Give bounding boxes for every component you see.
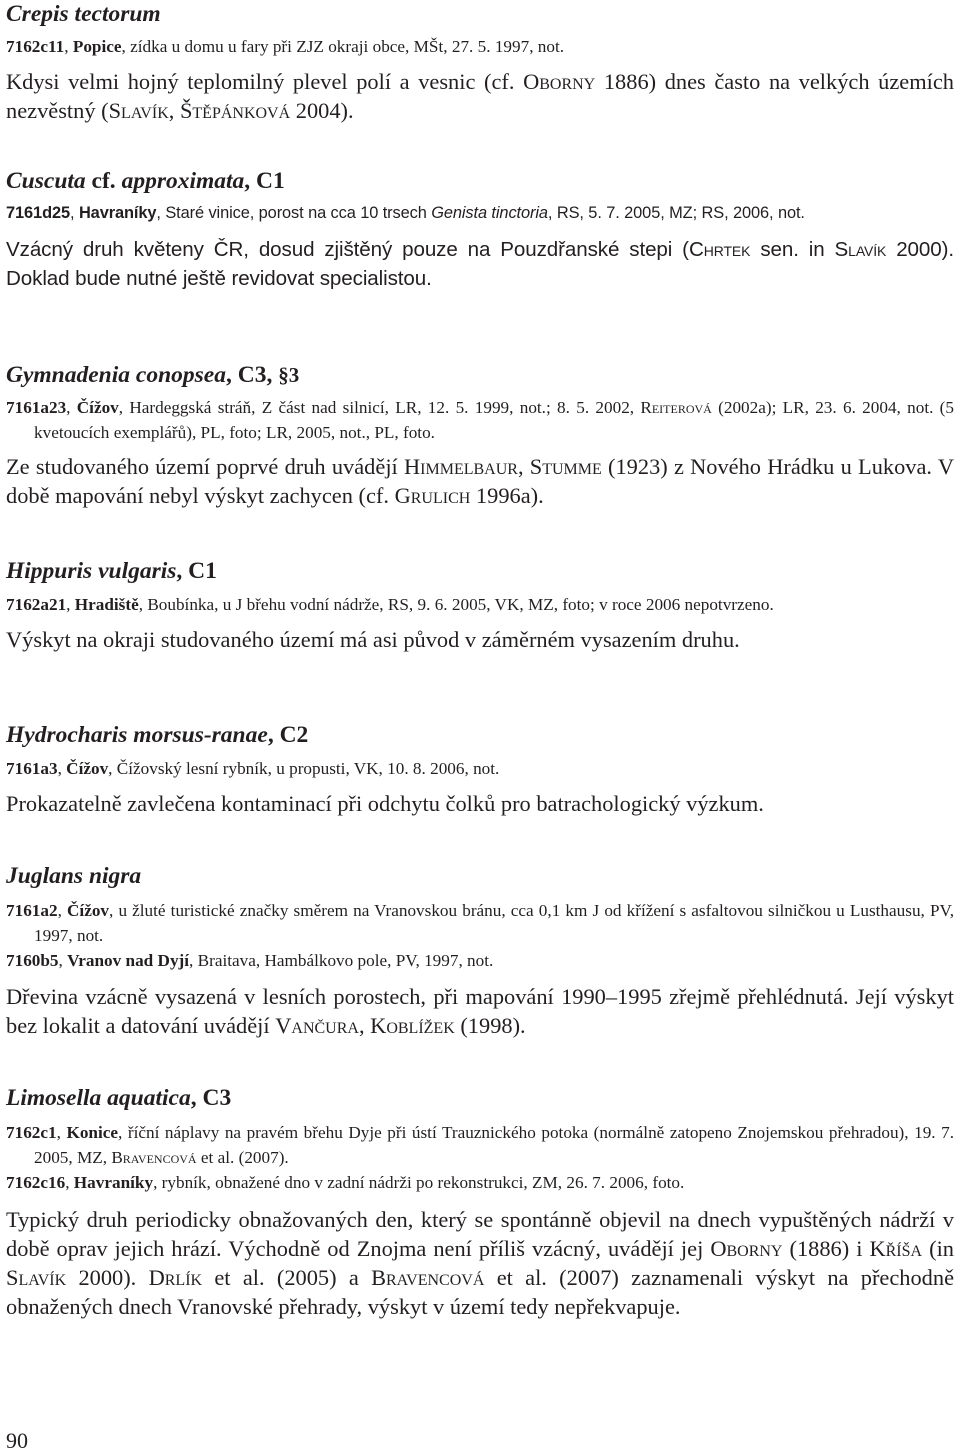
species-heading: Gymnadenia conopsea, C3, §3 [6, 362, 300, 388]
author-name: Grulich [394, 483, 471, 508]
locality-name: Hradiště [74, 595, 139, 614]
grid-code: 7161a3 [6, 759, 58, 778]
grid-code: 7162c1 [6, 1123, 57, 1142]
author-name: Reiterová [640, 398, 712, 417]
species-entry-crepis [6, 0, 954, 125]
author-name: Kříša [869, 1236, 923, 1261]
locality-name: Čížov [76, 398, 119, 417]
grid-code: 7162c11 [6, 37, 65, 56]
protection-symbol: §3 [278, 363, 300, 387]
species-entry-juglans [6, 862, 954, 1040]
species-entry-limosella [6, 1084, 954, 1321]
author-name: Bravencová [111, 1148, 197, 1167]
locality-record: 7160b5, Vranov nad Dyjí, Braitava, Hambálkovo pole, PV, 1997, not. [6, 951, 494, 970]
species-note: Výskyt na okraji studovaného území má asi původ v záměrném vysazením druhu. [6, 627, 740, 652]
species-entry-cuscuta [6, 167, 954, 293]
locality-name: Havraníky [73, 1173, 154, 1192]
species-heading: Limosella aquatica, C3 [6, 1085, 232, 1111]
locality-name: Popice [72, 37, 122, 56]
species-entry-hydrocharis [6, 721, 954, 818]
species-heading: Hydrocharis morsus-ranae, C2 [6, 722, 309, 748]
species-note: Vzácný druh květeny ČR, dosud zjištěný pouze na Pouzdřanské stepi (Chrtek sen. in Slavík 2000). Doklad bude nutné ještě revidovat specialistou. [6, 238, 954, 290]
species-heading: Cuscuta cf. approximata, C1 [6, 168, 285, 194]
author-name: Oborny [710, 1236, 783, 1261]
grid-code: 7161a2 [6, 901, 58, 920]
species-note: Ze studovaného území poprvé druh uvádějí Himmelbaur, Stumme (1923) z Nového Hrádku u Lukova. V době mapování nebyl výskyt zachycen (cf. Grulich 1996a). [6, 454, 955, 508]
species-entry-hippuris [6, 557, 954, 654]
grid-code: 7160b5 [6, 951, 59, 970]
author-name: Slavík, Štěpánková [108, 98, 291, 123]
locality-name: Konice [66, 1123, 119, 1142]
species-heading: Hippuris vulgaris, C1 [6, 558, 217, 584]
author-name: Slavík [6, 1265, 67, 1290]
species-heading: Crepis tectorum [6, 1, 161, 27]
locality-name: Čížov [66, 759, 109, 778]
taxon-name: Genista tinctoria [431, 204, 548, 222]
grid-code: 7161a23 [6, 398, 67, 417]
author-name: Himmelbaur, Stumme [404, 454, 602, 479]
locality-name: Čížov [67, 901, 110, 920]
locality-record: 7161d25, Havraníky, Staré vinice, porost na cca 10 trsech Genista tinctoria, RS, 5. 7. 2005, MZ; RS, 2006, not. [6, 204, 805, 222]
author-name: Oborny [523, 69, 596, 94]
species-note: Prokazatelně zavlečena kontaminací při odchytu čolků pro batrachologický výzkum. [6, 791, 764, 816]
author-name: Bravencová [371, 1265, 485, 1290]
locality-name: Havraníky [78, 204, 157, 222]
locality-record: 7162c11, Popice, zídka u domu u fary při ZJZ okraji obce, MŠt, 27. 5. 1997, not. [6, 37, 565, 56]
locality-record: 7162a21, Hradiště, Boubínka, u J břehu vodní nádrže, RS, 9. 6. 2005, VK, MZ, foto; v roce 2006 nepotvrzeno. [6, 595, 774, 614]
grid-code: 7162c16 [6, 1173, 66, 1192]
locality-name: Vranov nad Dyjí [67, 951, 190, 970]
species-note: Typický druh periodicky obnažovaných den, který se spontánně objevil na dnech vypuštěných nádrží v době oprav jejich hrází. Východně od Znojma není příliš vzácný, uvádějí jej Oborny (1886) i Kříša (in Slavík 2000). Drlík et al. (2005) a Bravencová et al. (2007) zaznamenali výskyt na přechodně obnažených dnech Vranovské přehrady, výskyt v území tedy nepřekvapuje. [6, 1207, 955, 1319]
author-name: Slavík [834, 238, 887, 261]
species-heading: Juglans nigra [6, 863, 142, 889]
locality-record: 7161a3, Čížov, Čížovský lesní rybník, u propusti, VK, 10. 8. 2006, not. [6, 759, 500, 778]
species-note: Dřevina vzácně vysazená v lesních porostech, při mapování 1990–1995 zřejmě přehlédnutá. Její výskyt bez lokalit a datování uvádějí Vančura, Koblížek (1998). [6, 984, 954, 1038]
author-name: Drlík [148, 1265, 203, 1290]
species-note: Kdysi velmi hojný teplomilný plevel polí a vesnic (cf. Oborny 1886) dnes často na velkých územích nezvěstný (Slavík, Štěpánková 2004). [6, 69, 954, 123]
grid-code: 7161d25 [6, 204, 71, 222]
locality-record: 7162c16, Havraníky, rybník, obnažené dno v zadní nádrži po rekonstrukci, ZM, 26. 7. 2006, foto. [6, 1173, 685, 1192]
author-name: Vančura, Koblížek [275, 1013, 455, 1038]
grid-code: 7162a21 [6, 595, 67, 614]
locality-record: 7161a23, Čížov, Hardeggská stráň, Z část nad silnicí, LR, 12. 5. 1999, not.; 8. 5. 2002, Reiterová (2002a); LR, 23. 6. 2004, not. (5 kvetoucích exemplářů), PL, foto; LR, 2005, not., PL, foto. [6, 398, 954, 442]
locality-record: 7161a2, Čížov, u žluté turistické značky směrem na Vranovskou bránu, cca 0,1 km J od křížení s asfaltovou silničkou u Lusthausu, PV, 1997, not. [6, 901, 955, 945]
page-number: 90 [6, 1428, 28, 1453]
species-entry-gymnadenia [6, 361, 954, 510]
locality-record: 7162c1, Konice, říční náplavy na pravém břehu Dyje při ústí Trauznického potoka (normálně zatopeno Znojemskou přehradou), 19. 7. 2005, MZ, Bravencová et al. (2007). [6, 1123, 955, 1167]
author-name: Chrtek [688, 238, 751, 261]
